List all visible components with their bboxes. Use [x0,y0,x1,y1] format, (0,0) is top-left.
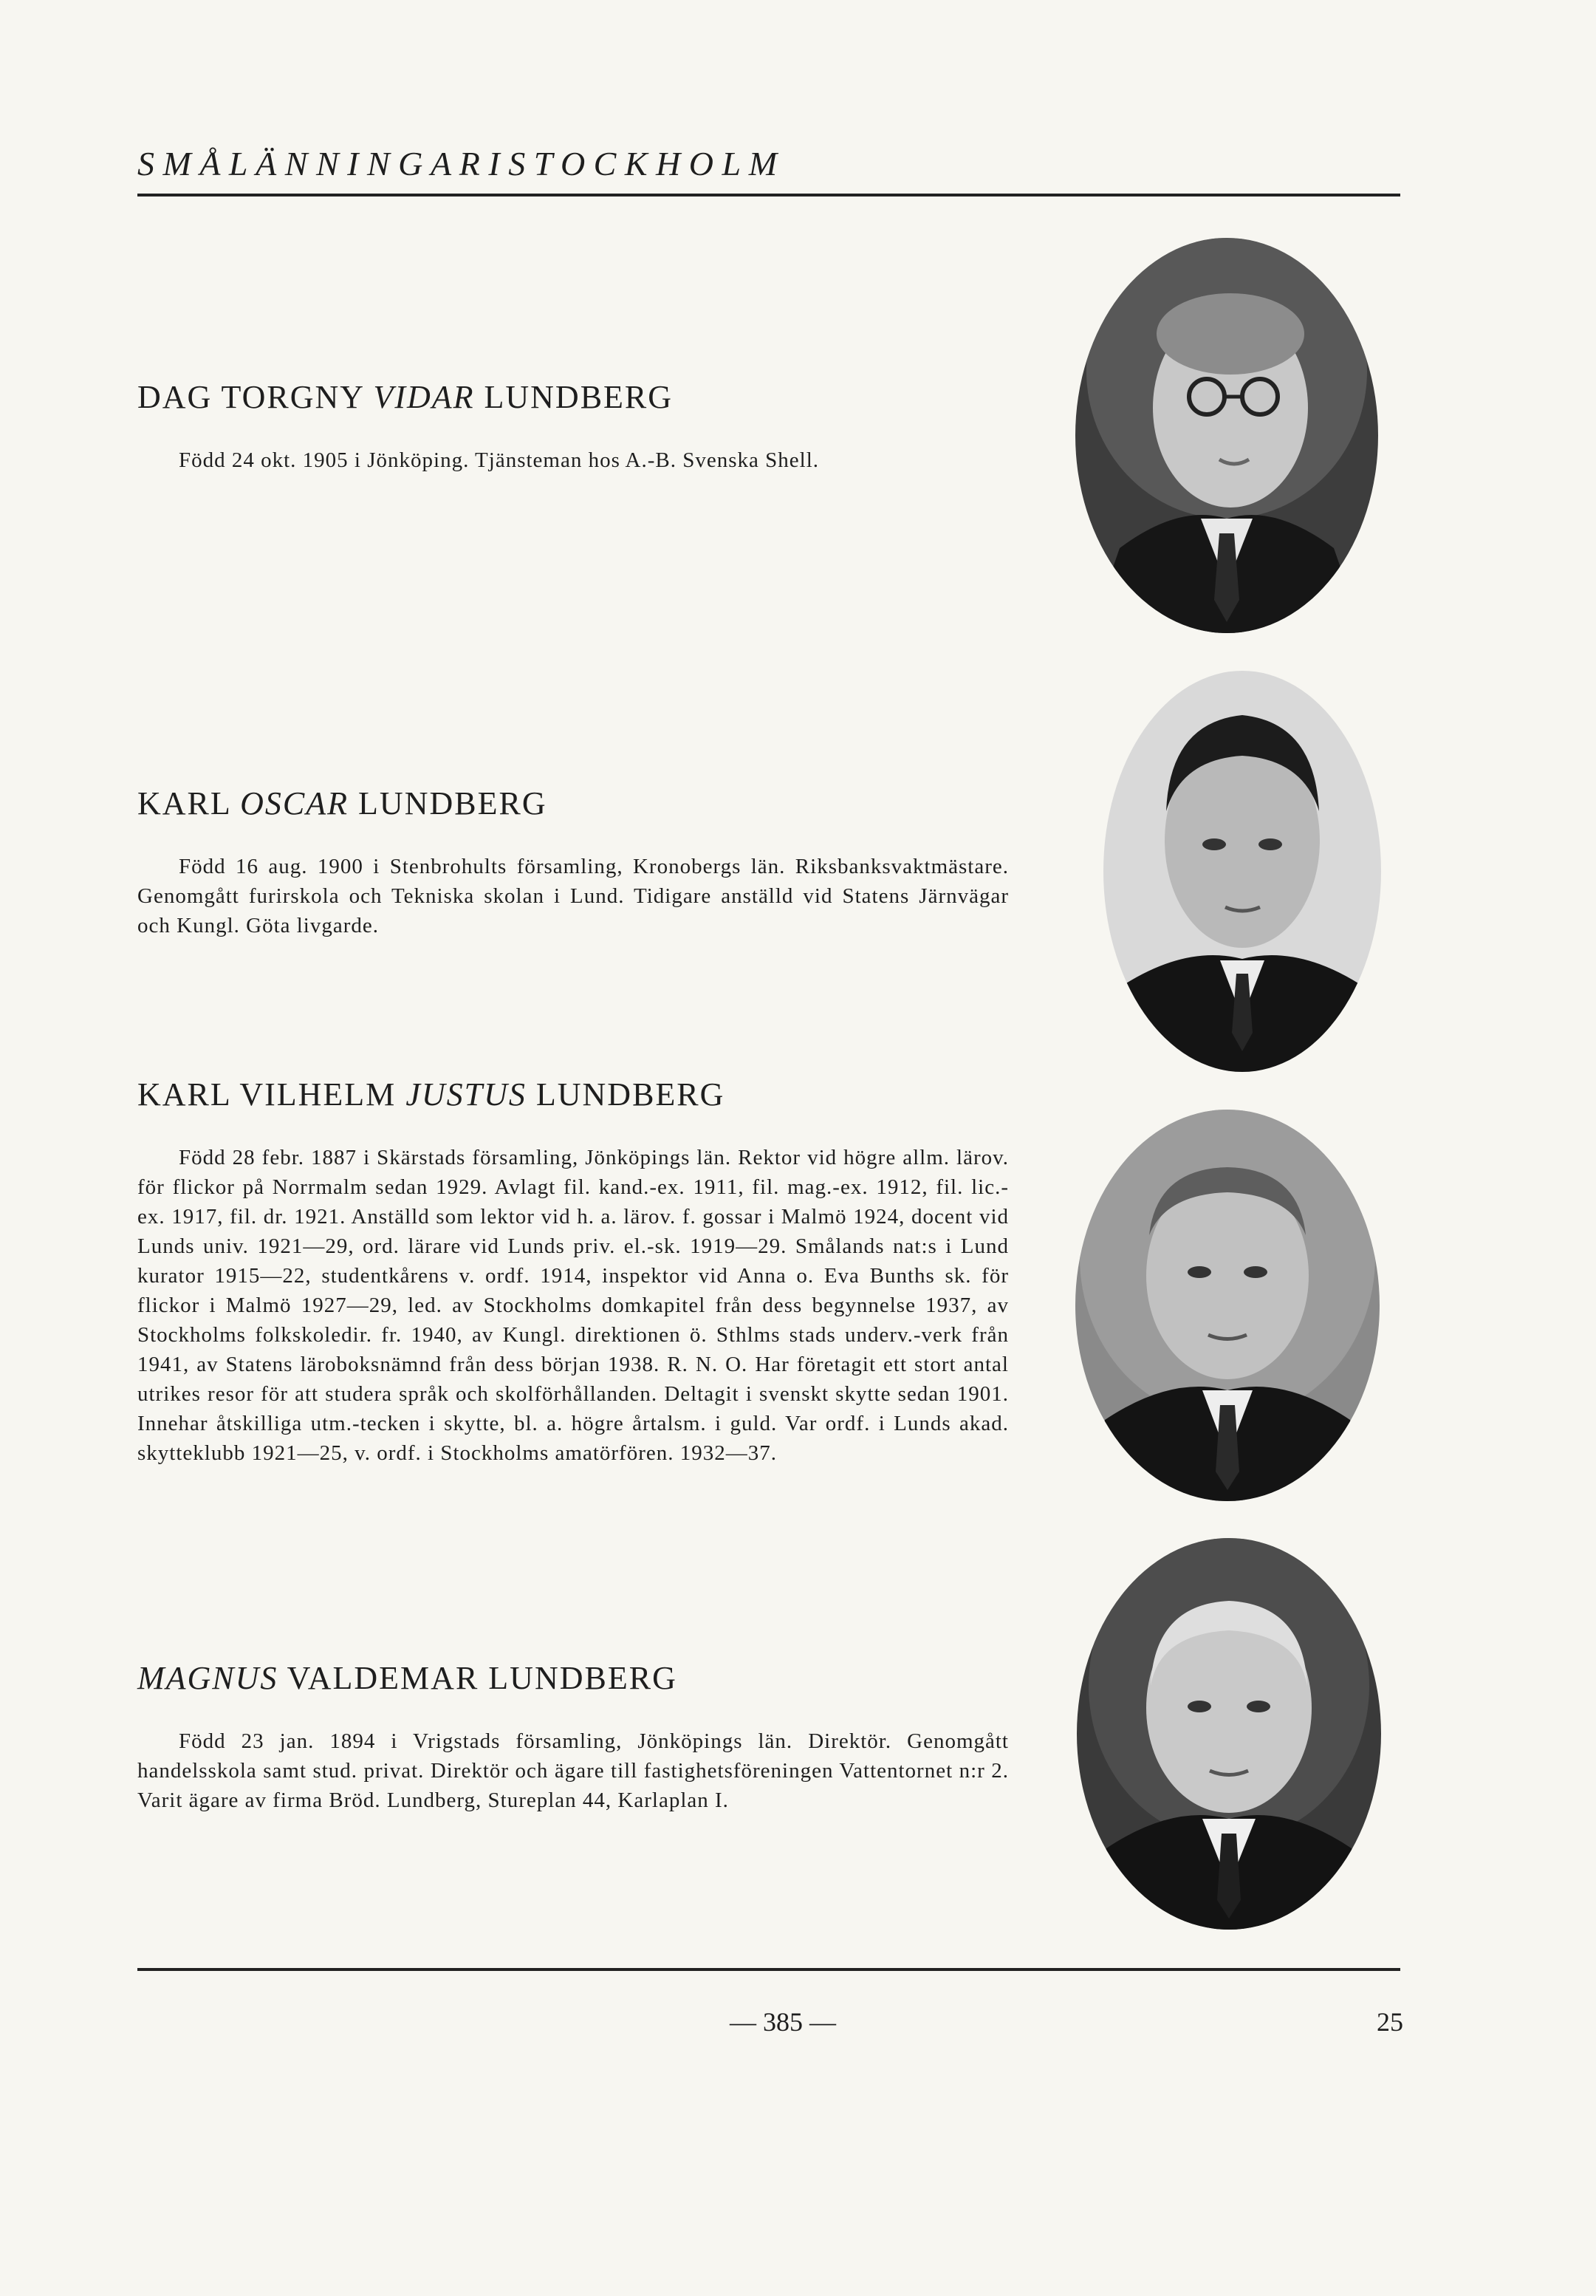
entry-name: DAG TORGNY VIDAR LUNDBERG [137,379,674,415]
entry-biography: Född 23 jan. 1894 i Vrigstads församling, Jönköpings län. Direktör. Genomgått handelsskola samt stud. privat. Direktör och ägare till fastighetsföreningen Vattentornet n:r 2. Varit ägare av firma Bröd. Lundberg, Stureplan 44, Karlaplan I. [137,1729,1009,1812]
running-title: S M Å L Ä N N I N G A R I S T O C K H O L M [137,145,778,182]
portrait-photo-1 [1075,238,1378,633]
biography-entry-3 [137,1076,1009,1468]
biography-entry-4 [137,1659,1009,1815]
entry-name: MAGNUS VALDEMAR LUNDBERG [137,1660,677,1696]
entry-name: KARL VILHELM JUSTUS LUNDBERG [137,1076,725,1113]
portrait-photo-4 [1077,1538,1381,1930]
sheet-number: 25 [1377,2007,1403,2037]
entry-biography: Född 16 aug. 1900 i Stenbrohults församling, Kronobergs län. Riksbanksvaktmästare. Genomgått furirskola och Tekniska skolan i Lund. Tidigare anställd vid Statens Järnvägar och Kungl. Göta livgarde. [137,855,1009,937]
footer-rule [137,1968,1400,1971]
portrait-photo-2 [1103,671,1381,1072]
entry-name: KARL OSCAR LUNDBERG [137,785,547,821]
biography-entry-2 [137,785,1009,940]
portrait-photo-3 [1075,1110,1380,1501]
entry-biography: Född 28 febr. 1887 i Skärstads församling, Jönköpings län. Rektor vid högre allm. lärov. för flickor på Norrmalm sedan 1929. Avlagt fil. kand.-ex. 1911, fil. mag.-ex. 1912, fil. lic.-ex. 1917, fil. dr. 1921. Anställd som lektor vid h. a. lärov. f. gossar i Malmö 1924, docent vid Lunds univ. 1921—29, ord. lärare vid Lunds priv. el.-sk. 1919—29. Smålands nat:s i Lund kurator 1915—22, studentkårens v. ordf. 1914, inspektor vid Anna o. Eva Bunths sk. för flickor i Malmö 1927—29, led. av Stockholms domkapitel från dess begynnelse 1937, av Stockholms folkskoledir. fr. 1940, av Kungl. direktionen ö. Sthlms stads underv.-verk från 1941, av Statens läroboksnämnd från dess början 1938. R. N. O. Har företagit ett stort antal utrikes resor för att studera språk och skolförhållanden. Deltagit i svenskt skytte sedan 1901. Innehar åtskilliga utm.-tecken i skytte, bl. a. högre årtalsm. i guld. Var ordf. i Lunds akad. skytteklubb 1921—25, v. ordf. i Stockholms amatörfören. 1932—37. [137,1146,1009,1465]
header-rule [137,194,1400,197]
entry-biography: Född 24 okt. 1905 i Jönköping. Tjänsteman hos A.-B. Svenska Shell. [179,448,819,472]
biography-entry-1 [137,378,1009,475]
page-number: — 385 — [730,2007,836,2037]
